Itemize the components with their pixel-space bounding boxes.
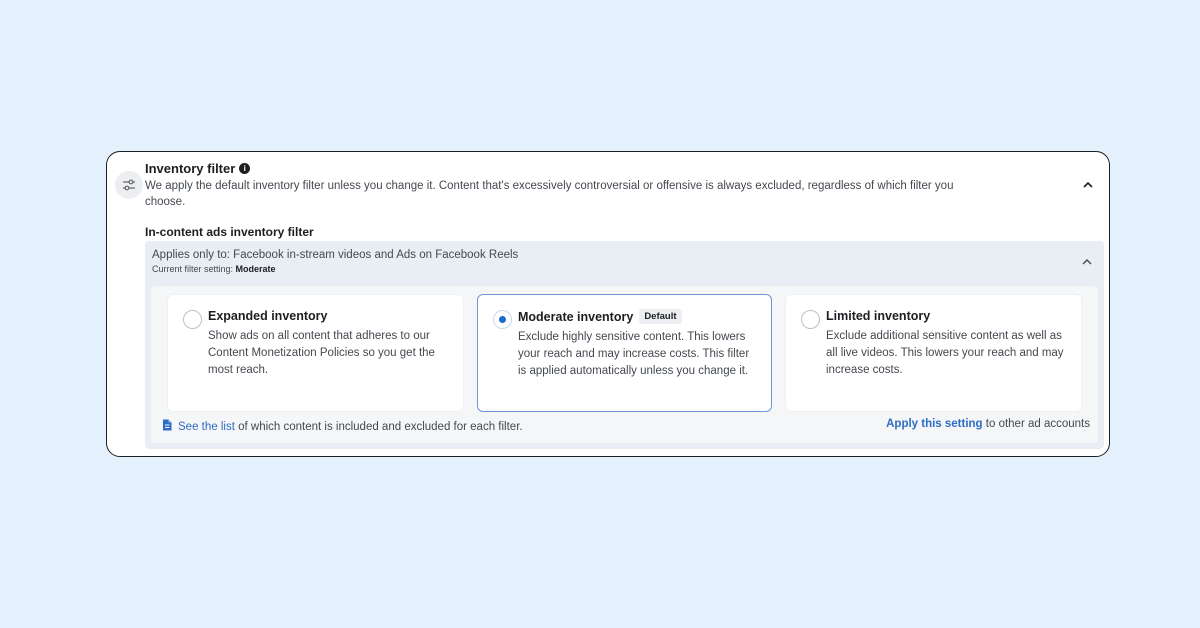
see-list-text <box>178 421 523 433</box>
see-list-row <box>162 419 523 434</box>
current-filter-label: Current filter setting: <box>152 264 234 274</box>
applies-to-text: Applies only to: Facebook in-stream videos and Ads on Facebook Reels <box>152 249 519 261</box>
sliders-icon <box>115 171 143 199</box>
default-badge: Default <box>639 309 681 324</box>
option-description: Exclude additional sensitive content as well as all live videos. This lowers your reach and may increase costs. <box>826 330 1064 376</box>
radio-limited[interactable] <box>801 310 820 329</box>
chevron-up-icon[interactable] <box>1081 178 1095 192</box>
section-title-text: Inventory filter <box>145 161 236 176</box>
filter-options <box>151 286 1098 443</box>
in-content-title: In-content ads inventory filter <box>145 225 314 239</box>
option-moderate-inventory[interactable] <box>477 294 772 412</box>
option-expanded-inventory[interactable] <box>167 294 464 412</box>
radio-expanded[interactable] <box>183 310 202 329</box>
apply-setting-rest: to other ad accounts <box>982 418 1090 430</box>
section-description: We apply the default inventory filter unless you change it. Content that's excessively controversial or offensive is always excluded, regardless of which filter you choose. <box>145 180 954 208</box>
document-icon <box>162 419 172 434</box>
option-title-text: Limited inventory <box>826 309 931 323</box>
current-filter-value: Moderate <box>235 264 276 274</box>
in-content-panel <box>145 241 1104 449</box>
current-filter-setting <box>152 264 518 274</box>
chevron-up-icon[interactable] <box>1080 255 1094 269</box>
panel-header[interactable] <box>152 248 518 274</box>
option-title-text: Expanded inventory <box>208 309 328 323</box>
option-title-text: Moderate inventory <box>518 309 634 324</box>
option-title <box>518 309 759 324</box>
section-title <box>145 161 250 176</box>
option-limited-inventory[interactable] <box>785 294 1082 412</box>
apply-setting-row <box>886 418 1090 430</box>
option-title <box>826 309 1069 323</box>
see-list-rest: of which content is included and excluded for each filter. <box>234 420 523 433</box>
see-list-link[interactable]: See the list <box>178 420 235 433</box>
option-description: Show ads on all content that adheres to our Content Monetization Policies so you get the most reach. <box>208 330 435 376</box>
radio-moderate[interactable] <box>493 310 512 329</box>
inventory-filter-card <box>106 151 1110 457</box>
info-icon[interactable]: i <box>239 163 250 174</box>
option-description: Exclude highly sensitive content. This lowers your reach and may increase costs. This filter is applied automatically unless you change it. <box>518 331 750 377</box>
option-title <box>208 309 451 323</box>
apply-setting-link[interactable]: Apply this setting <box>886 418 983 430</box>
